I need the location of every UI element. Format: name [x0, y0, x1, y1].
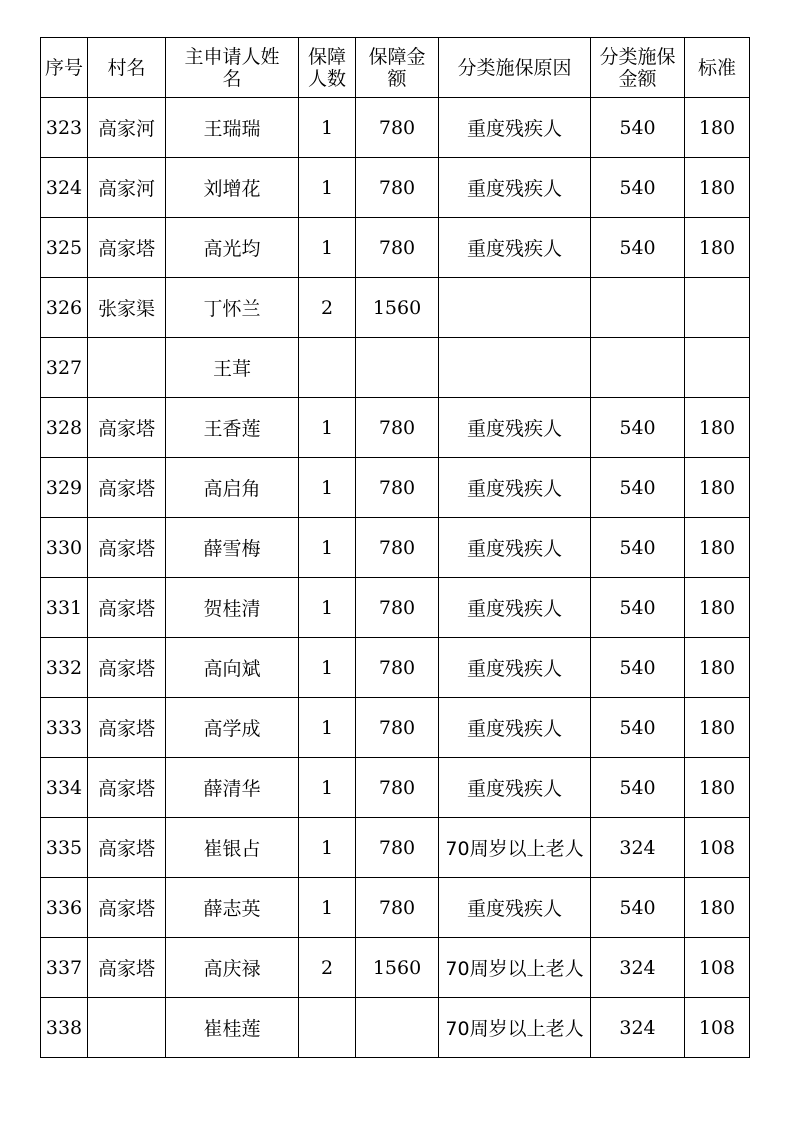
- cell-amount: 780: [356, 398, 439, 458]
- cell-name: 王茸: [166, 338, 299, 398]
- cell-class-amount: 540: [591, 698, 685, 758]
- cell-no: 337: [41, 938, 88, 998]
- table-row: [41, 218, 750, 278]
- cell-name: 丁怀兰: [166, 278, 299, 338]
- cell-standard: 180: [685, 158, 750, 218]
- cell-no: 328: [41, 398, 88, 458]
- cell-standard: 108: [685, 938, 750, 998]
- cell-standard: 180: [685, 398, 750, 458]
- cell-count: 2: [299, 278, 356, 338]
- cell-count: 1: [299, 518, 356, 578]
- header-row: [41, 38, 750, 98]
- table-row: [41, 638, 750, 698]
- cell-reason: 重度残疾人: [439, 698, 591, 758]
- cell-no: 332: [41, 638, 88, 698]
- cell-village: 高家河: [88, 98, 166, 158]
- cell-amount: 780: [356, 158, 439, 218]
- cell-amount: 1560: [356, 938, 439, 998]
- cell-count: 1: [299, 398, 356, 458]
- cell-name: 高启角: [166, 458, 299, 518]
- cell-reason: 70周岁以上老人: [439, 938, 591, 998]
- cell-no: 327: [41, 338, 88, 398]
- cell-village: 高家河: [88, 158, 166, 218]
- table-row: [41, 518, 750, 578]
- cell-name: 高庆禄: [166, 938, 299, 998]
- table-row: [41, 878, 750, 938]
- cell-amount: 780: [356, 518, 439, 578]
- cell-no: 336: [41, 878, 88, 938]
- cell-no: 326: [41, 278, 88, 338]
- cell-no: 333: [41, 698, 88, 758]
- cell-class-amount: 540: [591, 878, 685, 938]
- cell-reason: 重度残疾人: [439, 398, 591, 458]
- cell-amount: 780: [356, 638, 439, 698]
- cell-class-amount: 540: [591, 98, 685, 158]
- cell-village: 高家塔: [88, 638, 166, 698]
- cell-standard: 180: [685, 578, 750, 638]
- table-row: [41, 458, 750, 518]
- cell-name: 王瑞瑞: [166, 98, 299, 158]
- header-class-amount: 分类施保金额: [591, 38, 685, 98]
- cell-village: 高家塔: [88, 818, 166, 878]
- cell-reason: 重度残疾人: [439, 578, 591, 638]
- cell-class-amount: [591, 278, 685, 338]
- cell-class-amount: 540: [591, 158, 685, 218]
- cell-count: 2: [299, 938, 356, 998]
- cell-amount: 780: [356, 818, 439, 878]
- table-row: [41, 698, 750, 758]
- cell-amount: 1560: [356, 278, 439, 338]
- cell-name: 高光均: [166, 218, 299, 278]
- cell-count: [299, 998, 356, 1058]
- cell-village: 高家塔: [88, 698, 166, 758]
- cell-name: 崔银占: [166, 818, 299, 878]
- cell-class-amount: 324: [591, 818, 685, 878]
- cell-name: 高学成: [166, 698, 299, 758]
- cell-amount: 780: [356, 218, 439, 278]
- cell-village: 高家塔: [88, 518, 166, 578]
- assistance-table: [40, 37, 750, 1058]
- cell-no: 331: [41, 578, 88, 638]
- table-row: [41, 338, 750, 398]
- cell-count: 1: [299, 158, 356, 218]
- cell-reason: 重度残疾人: [439, 458, 591, 518]
- table-row: [41, 98, 750, 158]
- cell-standard: [685, 338, 750, 398]
- cell-reason: 重度残疾人: [439, 158, 591, 218]
- cell-amount: [356, 338, 439, 398]
- table-row: [41, 938, 750, 998]
- cell-no: 338: [41, 998, 88, 1058]
- cell-standard: 180: [685, 878, 750, 938]
- cell-reason: [439, 278, 591, 338]
- cell-name: 薛志英: [166, 878, 299, 938]
- cell-class-amount: 540: [591, 398, 685, 458]
- cell-name: 崔桂莲: [166, 998, 299, 1058]
- cell-name: 贺桂清: [166, 578, 299, 638]
- cell-standard: 180: [685, 518, 750, 578]
- table-row: [41, 758, 750, 818]
- cell-no: 335: [41, 818, 88, 878]
- cell-standard: 180: [685, 98, 750, 158]
- cell-village: 高家塔: [88, 218, 166, 278]
- header-village: 村名: [88, 38, 166, 98]
- cell-name: 薛雪梅: [166, 518, 299, 578]
- cell-village: 高家塔: [88, 938, 166, 998]
- cell-reason: 70周岁以上老人: [439, 818, 591, 878]
- cell-class-amount: 324: [591, 938, 685, 998]
- cell-class-amount: 540: [591, 638, 685, 698]
- cell-reason: [439, 338, 591, 398]
- cell-no: 325: [41, 218, 88, 278]
- cell-reason: 重度残疾人: [439, 758, 591, 818]
- cell-standard: 180: [685, 638, 750, 698]
- cell-amount: 780: [356, 98, 439, 158]
- cell-village: [88, 998, 166, 1058]
- cell-no: 323: [41, 98, 88, 158]
- cell-no: 334: [41, 758, 88, 818]
- cell-village: 高家塔: [88, 398, 166, 458]
- cell-amount: 780: [356, 758, 439, 818]
- cell-class-amount: 540: [591, 458, 685, 518]
- cell-class-amount: 540: [591, 578, 685, 638]
- cell-class-amount: 540: [591, 758, 685, 818]
- table-row: [41, 398, 750, 458]
- cell-count: 1: [299, 758, 356, 818]
- cell-standard: [685, 278, 750, 338]
- cell-standard: 108: [685, 998, 750, 1058]
- cell-amount: 780: [356, 578, 439, 638]
- table-row: [41, 998, 750, 1058]
- cell-count: 1: [299, 638, 356, 698]
- cell-amount: [356, 998, 439, 1058]
- cell-amount: 780: [356, 878, 439, 938]
- cell-village: [88, 338, 166, 398]
- cell-count: 1: [299, 878, 356, 938]
- cell-standard: 180: [685, 218, 750, 278]
- cell-reason: 重度残疾人: [439, 98, 591, 158]
- cell-reason: 重度残疾人: [439, 878, 591, 938]
- header-standard: 标准: [685, 38, 750, 98]
- cell-standard: 180: [685, 698, 750, 758]
- cell-class-amount: 540: [591, 218, 685, 278]
- cell-name: 高向斌: [166, 638, 299, 698]
- table-row: [41, 578, 750, 638]
- cell-class-amount: [591, 338, 685, 398]
- cell-village: 张家渠: [88, 278, 166, 338]
- cell-name: 王香莲: [166, 398, 299, 458]
- cell-class-amount: 324: [591, 998, 685, 1058]
- cell-count: 1: [299, 818, 356, 878]
- cell-standard: 108: [685, 818, 750, 878]
- cell-count: 1: [299, 458, 356, 518]
- cell-standard: 180: [685, 458, 750, 518]
- header-applicant-name: 主申请人姓名: [166, 38, 299, 98]
- cell-reason: 重度残疾人: [439, 518, 591, 578]
- cell-standard: 180: [685, 758, 750, 818]
- cell-count: 1: [299, 98, 356, 158]
- table-row: [41, 818, 750, 878]
- header-reason: 分类施保原因: [439, 38, 591, 98]
- cell-reason: 重度残疾人: [439, 638, 591, 698]
- cell-village: 高家塔: [88, 458, 166, 518]
- cell-reason: 70周岁以上老人: [439, 998, 591, 1058]
- header-amount: 保障金额: [356, 38, 439, 98]
- cell-name: 刘增花: [166, 158, 299, 218]
- cell-count: 1: [299, 218, 356, 278]
- cell-name: 薛清华: [166, 758, 299, 818]
- cell-count: 1: [299, 698, 356, 758]
- cell-village: 高家塔: [88, 578, 166, 638]
- cell-class-amount: 540: [591, 518, 685, 578]
- cell-reason: 重度残疾人: [439, 218, 591, 278]
- cell-no: 324: [41, 158, 88, 218]
- cell-count: 1: [299, 578, 356, 638]
- table-row: [41, 278, 750, 338]
- cell-no: 330: [41, 518, 88, 578]
- header-count: 保障人数: [299, 38, 356, 98]
- cell-no: 329: [41, 458, 88, 518]
- header-no: 序号: [41, 38, 88, 98]
- cell-village: 高家塔: [88, 758, 166, 818]
- cell-village: 高家塔: [88, 878, 166, 938]
- table-row: [41, 158, 750, 218]
- cell-count: [299, 338, 356, 398]
- cell-amount: 780: [356, 458, 439, 518]
- cell-amount: 780: [356, 698, 439, 758]
